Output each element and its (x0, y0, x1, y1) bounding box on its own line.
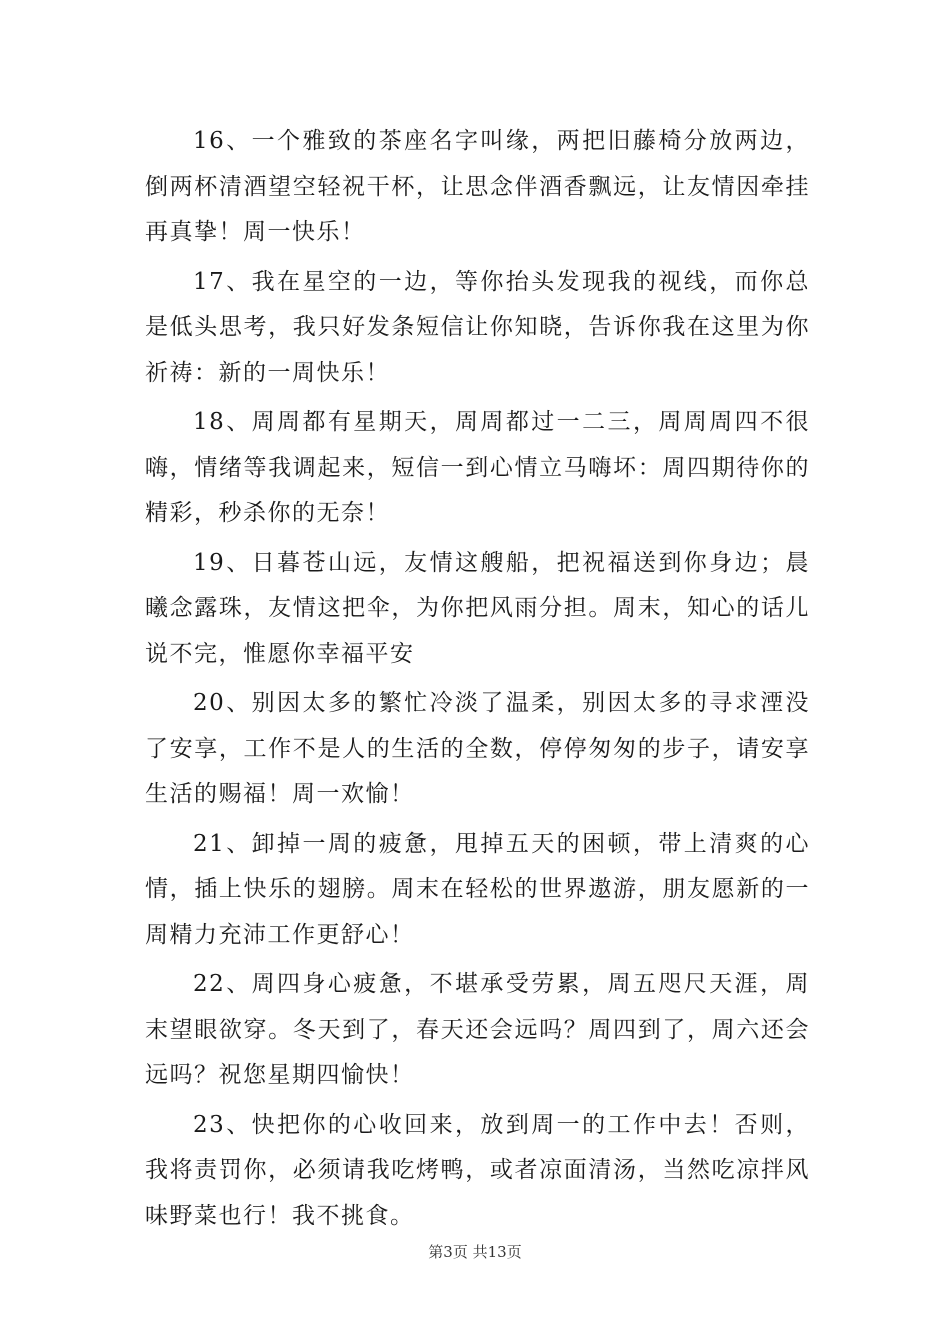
paragraph-21: 21、卸掉一周的疲惫，甩掉五天的困顿，带上清爽的心情，插上快乐的翅膀。周末在轻松的世界遨游，朋友愿新的一周精力充沛工作更舒心！ (145, 830, 810, 948)
paragraph-16: 16、一个雅致的茶座名字叫缘，两把旧藤椅分放两边，倒两杯清酒望空轻祝干杯，让思念伴酒香飘远，让友情因牵挂再真挚！周一快乐！ (145, 128, 810, 245)
document-body (145, 119, 810, 1243)
paragraph-20: 20、别因太多的繁忙冷淡了温柔，别因太多的寻求湮没了安享，工作不是人的生活的全数，停停匆匆的步子，请安享生活的赐福！周一欢愉！ (145, 690, 810, 807)
paragraph-18: 18、周周都有星期天，周周都过一二三，周周周四不很嗨，情绪等我调起来，短信一到心情立马嗨坏：周四期待你的精彩，秒杀你的无奈！ (145, 409, 810, 526)
paragraph-17: 17、我在星空的一边，等你抬头发现我的视线，而你总是低头思考，我只好发条短信让你知晓，告诉你我在这里为你祈祷：新的一周快乐！ (145, 268, 810, 386)
paragraph-19: 19、日暮苍山远，友情这艘船，把祝福送到你身边；晨曦念露珠，友情这把伞，为你把风雨分担。周末，知心的话儿说不完，惟愿你幸福平安 (145, 549, 810, 667)
paragraph-22: 22、周四身心疲惫，不堪承受劳累，周五咫尺天涯，周末望眼欲穿。冬天到了，春天还会远吗？周四到了，周六还会远吗？祝您星期四愉快！ (145, 971, 810, 1088)
page-number-footer: 第3页 共13页 (428, 1243, 522, 1261)
paragraph-23: 23、快把你的心收回来，放到周一的工作中去！否则，我将责罚你，必须请我吃烤鸭，或者凉面清汤，当然吃凉拌风味野菜也行！我不挑食。 (145, 1111, 810, 1229)
